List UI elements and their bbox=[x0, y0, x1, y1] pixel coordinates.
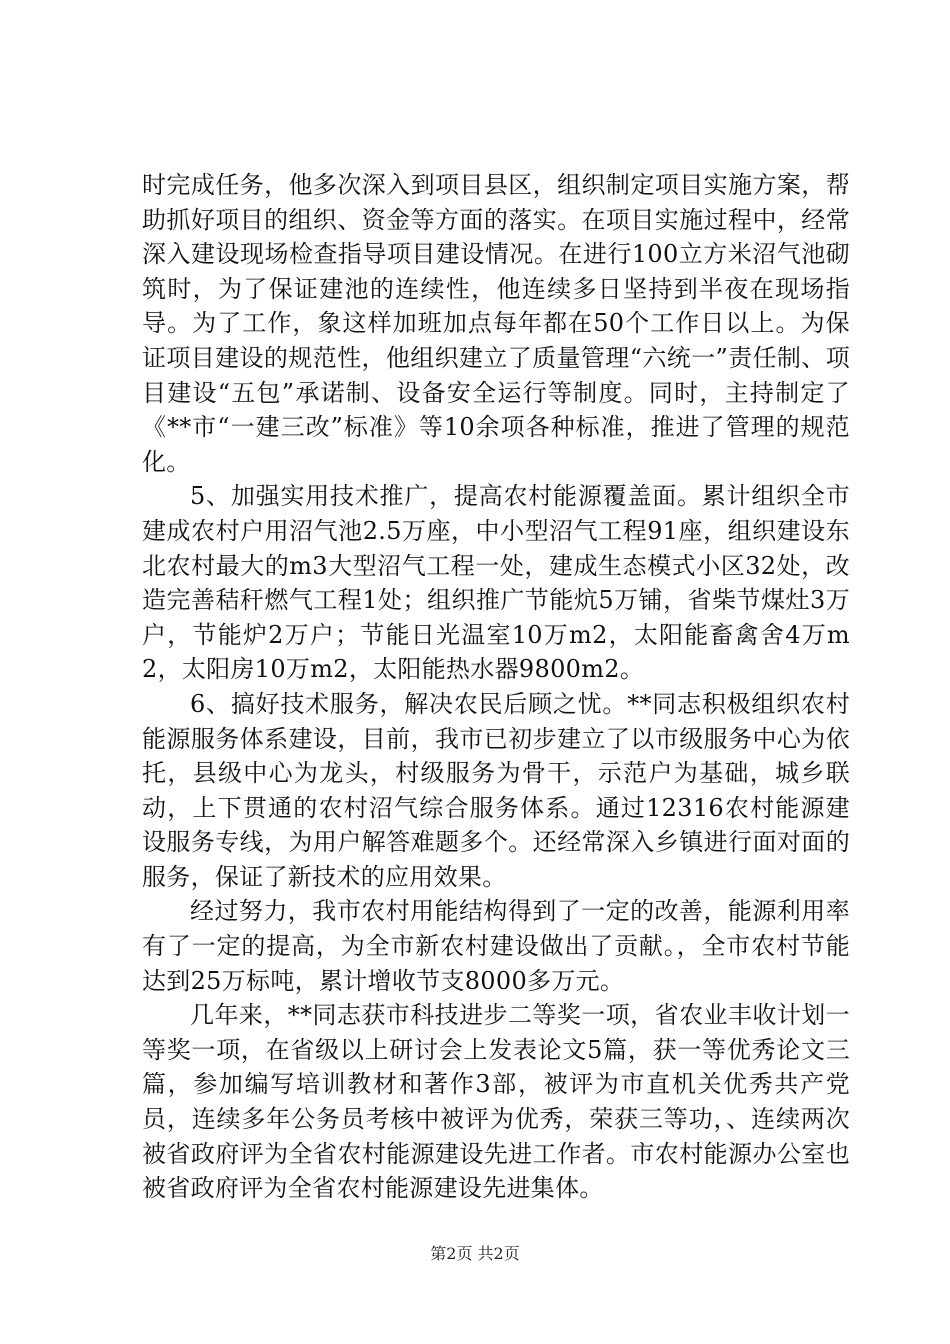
paragraph-4: 经过努力，我市农村用能结构得到了一定的改善，能源利用率有了一定的提高，为全市新农村建设做出了贡献。，全市农村节能达到25万标吨，累计增收节支8000多万元。 bbox=[142, 897, 850, 995]
paragraph-1: 时完成任务，他多次深入到项目县区，组织制定项目实施方案，帮助抓好项目的组织、资金等方面的落实。在项目实施过程中，经常深入建设现场检查指导项目建设情况。在进行100立方米沼气池砌筑时，为了保证建池的连续性，他连续多日坚持到半夜在现场指导。为了工作，象这样加班加点每年都在50个工作日以上。为保证项目建设的规范性，他组织建立了质量管理“六统一”责任制、项目建设“五包”承诺制、设备安全运行等制度。同时，主持制定了《**市“一建三改”标准》等10余项各种标准，推进了管理的规范化。 bbox=[142, 171, 850, 476]
paragraph-5: 几年来，**同志获市科技进步二等奖一项，省农业丰收计划一等奖一项，在省级以上研讨会上发表论文5篇，获一等优秀论文三篇，参加编写培训教材和著作3部，被评为市直机关优秀共产党员，连续多年公务员考核中被评为优秀，荣获三等功，、连续两次被省政府评为全省农村能源建设先进工作者。市农村能源办公室也被省政府评为全省农村能源建设先进集体。 bbox=[142, 1001, 850, 1203]
paragraph-2: 5、加强实用技术推广，提高农村能源覆盖面。累计组织全市建成农村户用沼气池2.5万座，中小型沼气工程91座，组织建设东北农村最大的m3大型沼气工程一处，建成生态模式小区32处，改造完善秸秆燃气工程1处；组织推广节能炕5万铺，省柴节煤灶3万户，节能炉2万户；节能日光温室10万m2，太阳能畜禽舍4万m2，太阳房10万m2，太阳能热水器9800m2。 bbox=[142, 482, 850, 684]
paragraph-3: 6、搞好技术服务，解决农民后顾之忧。**同志积极组织农村能源服务体系建设，目前，我市已初步建立了以市级服务中心为依托，县级中心为龙头，村级服务为骨干，示范户为基础，城乡联动，上下贯通的农村沼气综合服务体系。通过12316农村能源建设服务专线，为用户解答难题多个。还经常深入乡镇进行面对面的服务，保证了新技术的应用效果。 bbox=[142, 689, 850, 891]
page-footer: 第2页 共2页 bbox=[430, 1244, 520, 1263]
document-body bbox=[142, 168, 850, 1206]
